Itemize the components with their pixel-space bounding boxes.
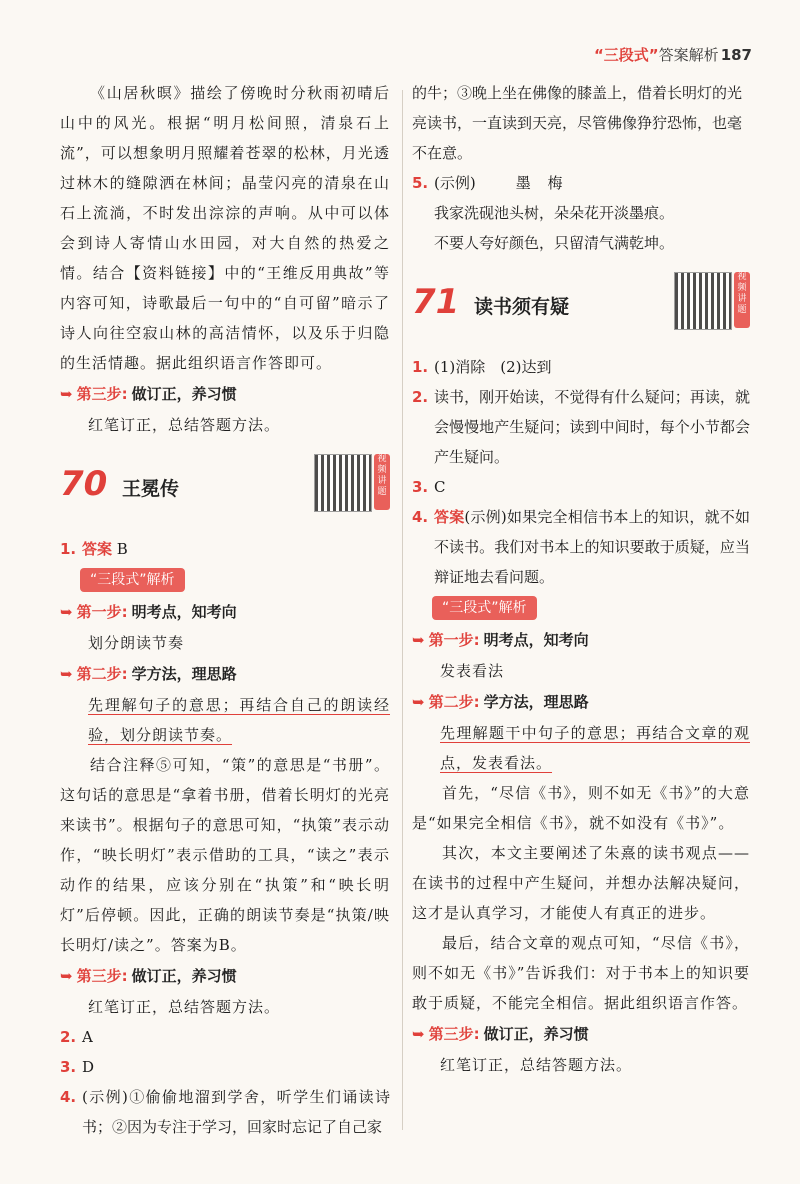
header-brand: “三段式” [593,46,659,64]
question-5: 5. (示例) 墨 梅 [412,174,569,192]
analysis-paragraph-3: 最后，结合文章的观点可知，“尽信《书》，则不如无《书》”告诉我们：对于书本上的知识要敢于质疑，不能完全相信。据此组织语言作答。 [412,934,750,1012]
intro-paragraph: 《山居秋暝》描绘了傍晚时分秋雨初晴后山中的风光。根据“明月松间照，清泉石上流”，可以想象明月照耀着苍翠的松林，月光透过林木的缝隙洒在林间；晶莹闪亮的清泉在山石上流淌，不时发出淙淙的声响。从中可以体会到诗人寄情山水田园，对大自然的热爱之情。结合【资料链接】中的“王维反用典故”等内容可知，诗歌最后一句中的“自可留”暗示了诗人向往空寂山林的高洁情怀，以及乐于归隐的生活情趣。据此组织语言作答即可。 [60,84,390,372]
poem-line-1: 我家洗砚池头树，朵朵花开淡墨痕。 [434,204,675,222]
poem-title: 墨 梅 [515,174,569,192]
left-column [60,78,390,1142]
step3-heading: ➥ 第三步: 做订正，养习惯 [60,385,237,403]
question-4-continued: 的牛；③晚上坐在佛像的膝盖上，借着长明灯的光亮读书，一直读到天亮，尽管佛像狰狞恐怖，也毫不在意。 [412,84,743,162]
page-number: 187 [720,46,752,64]
question-2: 2. A [60,1028,93,1046]
analysis-tag: “三段式”解析 [80,568,185,592]
header-title: 答案解析 [658,46,719,64]
step2-text: 先理解题干中句子的意思；再结合文章的观点，发表看法。 [440,724,750,772]
step-arrow-icon: ➥ [412,631,425,649]
question-3: 3. D [60,1058,95,1076]
step1-text: 发表看法 [440,662,505,680]
qr-label: 视频讲题 [734,272,750,328]
page-header [594,44,752,65]
analysis-paragraph-1: 首先，“尽信《书》，则不如无《书》”的大意是“如果完全相信《书》，就不如没有《书》”。 [412,784,750,832]
section-title: 读书须有疑 [474,296,570,318]
step3-text: 红笔订正，总结答题方法。 [440,1056,633,1074]
section-title: 王冕传 [122,478,180,500]
step-arrow-icon: ➥ [412,1025,425,1043]
question-2: 2. 读书，刚开始读，不觉得有什么疑问；再读，就会慢慢地产生疑问；读到中间时，每个小节都会产生疑问。 [412,388,750,466]
step3-heading: ➥ 第三步: 做订正，养习惯 [412,1025,589,1043]
poem-line-2: 不要人夸好颜色，只留清气满乾坤。 [434,234,675,252]
analysis-tag: “三段式”解析 [432,596,537,620]
section-number: 71 [412,282,460,322]
question-3: 3. C [412,478,446,496]
analysis-paragraph-2: 其次，本文主要阐述了朱熹的读书观点——在读书的过程中产生疑问，并想办法解决疑问，这才是认真学习，才能使人有真正的进步。 [412,844,750,922]
question-4: 4. 答案(示例)如果完全相信书本上的知识，就不如不读书。我们对书本上的知识要敢于质疑，应当辩证地去看问题。 [412,508,750,586]
step-arrow-icon: ➥ [60,385,73,403]
step3b-heading: ➥ 第三步: 做订正，养习惯 [60,967,237,985]
step1-heading: ➥ 第一步: 明考点，知考向 [412,631,589,649]
section-number: 70 [60,464,108,504]
step1-heading: ➥ 第一步: 明考点，知考向 [60,603,237,621]
question-4: 4. (示例)①偷偷地溜到学舍，听学生们诵读诗书；②因为专注于学习，回家时忘记了自己家 [60,1088,390,1136]
column-divider [402,90,403,1130]
section-70 [60,448,390,528]
step2-heading: ➥ 第二步: 学方法，理思路 [60,665,237,683]
qr-code-icon[interactable] [314,454,372,512]
qr-code-icon[interactable] [674,272,732,330]
question-1: 1. (1)消除 (2)达到 [412,358,552,376]
qr-label: 视频讲题 [374,454,390,510]
question-1: 1. 答案 B [60,540,128,558]
step-arrow-icon: ➥ [412,693,425,711]
step3-text: 红笔订正，总结答题方法。 [88,416,281,434]
step1-text: 划分朗读节奏 [88,634,185,652]
step3b-text: 红笔订正，总结答题方法。 [88,998,281,1016]
step-arrow-icon: ➥ [60,603,73,621]
right-column [412,78,750,1080]
analysis-paragraph: 结合注释⑤可知，“策”的意思是“书册”。这句话的意思是“拿着书册，借着长明灯的光亮来读书”。根据句子的意思可知，“执策”表示动作，“映长明灯”表示借助的工具，“读之”表示动作的结果，应该分别在“执策”和“映长明灯”后停顿。因此，正确的朗读节奏是“执策/映长明灯/读之”。答案为B。 [60,756,391,954]
step-arrow-icon: ➥ [60,665,73,683]
step-arrow-icon: ➥ [60,967,73,985]
section-71 [412,266,750,346]
step2-text: 先理解句子的意思；再结合自己的朗读经验，划分朗读节奏。 [88,696,390,744]
step2-heading: ➥ 第二步: 学方法，理思路 [412,693,589,711]
